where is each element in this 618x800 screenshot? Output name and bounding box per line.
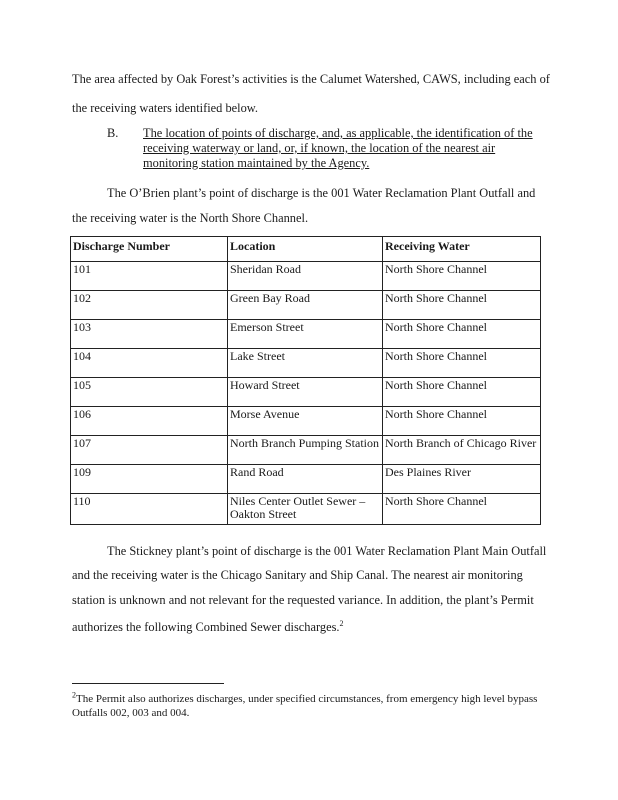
paragraph-3-line-1: The Stickney plant’s point of discharge is the 001 Water Reclamation Plant Main Outfall — [107, 544, 547, 558]
receiving-water-cell: North Shore Channel — [383, 291, 541, 320]
table-row — [71, 291, 541, 320]
receiving-water-cell: North Branch of Chicago River — [383, 436, 541, 465]
header-location: Location — [228, 237, 383, 262]
paragraph-3-line-4-text: authorizes the following Combined Sewer discharges. — [72, 620, 340, 634]
location-cell: Morse Avenue — [228, 407, 383, 436]
paragraph-2-line-1: The O’Brien plant’s point of discharge is the 001 Water Reclamation Plant Outfall and — [107, 186, 536, 200]
header-receiving-water: Receiving Water — [383, 237, 541, 262]
location-cell: Niles Center Outlet Sewer – Oakton Street — [228, 494, 383, 525]
section-b-heading: The location of points of discharge, and, as applicable, the identification of the receiving waterway or land, or, if known, the location of the nearest air monitoring station maintained by the Agency. — [143, 126, 533, 170]
footnote — [72, 692, 552, 720]
table-row — [71, 349, 541, 378]
table-row — [71, 494, 541, 525]
footnote-reference: 2 — [339, 618, 344, 628]
discharge-number-cell: 107 — [71, 436, 228, 465]
paragraph-1-line-1: The area affected by Oak Forest’s activities is the Calumet Watershed, CAWS, including each of — [72, 72, 550, 86]
table-row — [71, 465, 541, 494]
paragraph-3-line-4 — [72, 620, 344, 634]
table-row — [71, 378, 541, 407]
table-row — [71, 436, 541, 465]
table-row — [71, 320, 541, 349]
footnote-text: The Permit also authorizes discharges, under specified circumstances, from emergency high level bypass Outfalls 002, 003 and 004. — [72, 693, 538, 719]
location-cell: North Branch Pumping Station — [228, 436, 383, 465]
discharge-number-cell: 109 — [71, 465, 228, 494]
paragraph-1-line-2: the receiving waters identified below. — [72, 101, 259, 115]
section-b-label: B. — [107, 126, 119, 140]
table-row — [71, 262, 541, 291]
receiving-water-cell: North Shore Channel — [383, 494, 541, 525]
receiving-water-cell: North Shore Channel — [383, 349, 541, 378]
table-row — [71, 407, 541, 436]
header-discharge-number: Discharge Number — [71, 237, 228, 262]
receiving-water-cell: Des Plaines River — [383, 465, 541, 494]
footnote-number: 2 — [72, 690, 76, 700]
location-cell: Howard Street — [228, 378, 383, 407]
discharge-table — [70, 236, 541, 525]
location-cell: Green Bay Road — [228, 291, 383, 320]
discharge-number-cell: 104 — [71, 349, 228, 378]
discharge-number-cell: 103 — [71, 320, 228, 349]
discharge-number-cell: 101 — [71, 262, 228, 291]
paragraph-3-line-3: station is unknown and not relevant for the requested variance. In addition, the plant’s Permit — [72, 593, 534, 607]
discharge-number-cell: 102 — [71, 291, 228, 320]
discharge-number-cell: 106 — [71, 407, 228, 436]
location-cell: Sheridan Road — [228, 262, 383, 291]
table-header-row — [71, 237, 541, 262]
discharge-number-cell: 105 — [71, 378, 228, 407]
location-cell: Rand Road — [228, 465, 383, 494]
footnote-divider — [72, 683, 224, 684]
receiving-water-cell: North Shore Channel — [383, 378, 541, 407]
paragraph-2-line-2: the receiving water is the North Shore Channel. — [72, 211, 309, 225]
receiving-water-cell: North Shore Channel — [383, 320, 541, 349]
receiving-water-cell: North Shore Channel — [383, 262, 541, 291]
receiving-water-cell: North Shore Channel — [383, 407, 541, 436]
location-cell: Lake Street — [228, 349, 383, 378]
paragraph-3-line-2: and the receiving water is the Chicago Sanitary and Ship Canal. The nearest air monitoring — [72, 568, 523, 582]
discharge-number-cell: 110 — [71, 494, 228, 525]
location-cell: Emerson Street — [228, 320, 383, 349]
